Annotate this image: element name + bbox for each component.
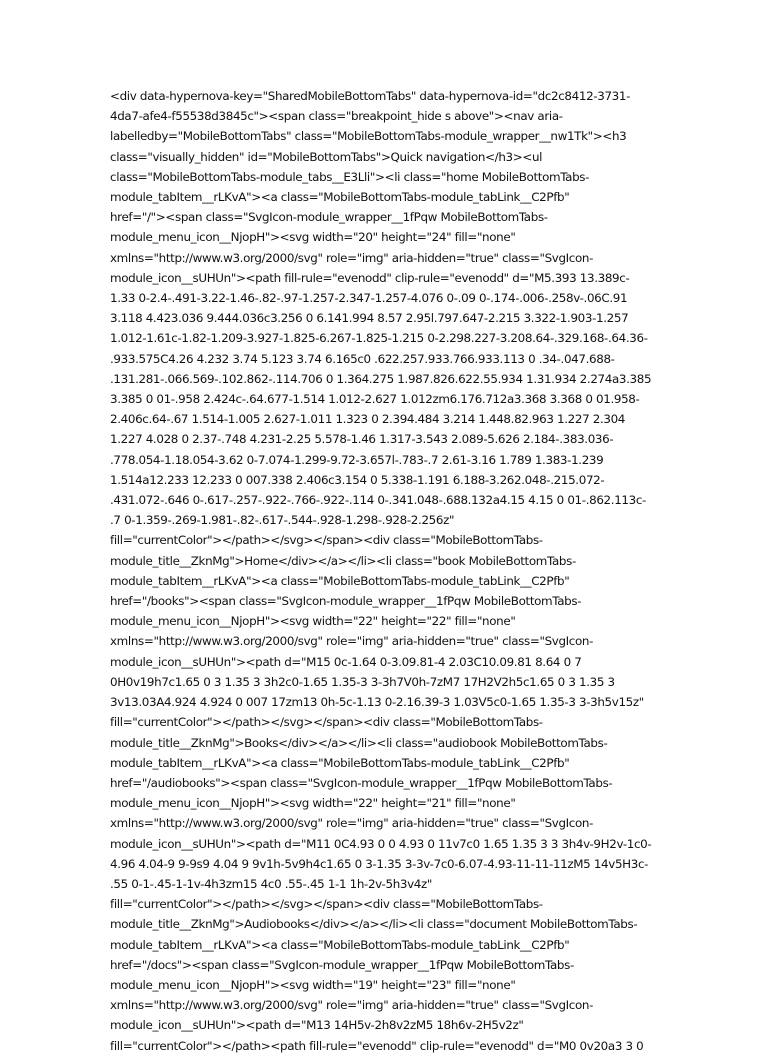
document-text-line: 3.118 4.423.036 9.444.036c3.256 0 6.141.994 8.57 2.95l.797.647-2.215 3.322-1.903-1.257 bbox=[110, 311, 629, 326]
document-text-line: xmlns="http://www.w3.org/2000/svg" role="img" aria-hidden="true" class="SvgIcon- bbox=[110, 634, 594, 649]
document-text-line: module_menu_icon__NjopH"><svg width="22" height="22" fill="none" bbox=[110, 614, 516, 629]
document-text-line: xmlns="http://www.w3.org/2000/svg" role="img" aria-hidden="true" class="SvgIcon- bbox=[110, 816, 594, 831]
document-text-line: xmlns="http://www.w3.org/2000/svg" role="img" aria-hidden="true" class="SvgIcon- bbox=[110, 998, 594, 1013]
document-text-line: 3.385 0 01-.958 2.424c-.64.677-1.514 1.012-2.627 1.012zm6.176.712a3.368 3.368 0 01.958- bbox=[110, 392, 640, 407]
document-text-line: class="MobileBottomTabs-module_tabs__E3Lli"><li class="home MobileBottomTabs- bbox=[110, 169, 590, 184]
document-text-line: module_menu_icon__NjopH"><svg width="20" height="24" fill="none" bbox=[110, 230, 516, 245]
document-text-line: href="/docs"><span class="SvgIcon-module_wrapper__1fPqw MobileBottomTabs- bbox=[110, 957, 574, 972]
document-text-line: 1.33 0-2.4-.491-3.22-1.46-.82-.97-1.257-2.347-1.257-4.076 0-.09 0-.174-.006-.258v-.06C.91 bbox=[110, 291, 628, 306]
document-text-line: .778.054-1.18.054-3.62 0-7.074-1.299-9.72-3.657l-.783-.7 2.61-3.16 1.789 1.383-1.239 bbox=[110, 452, 604, 467]
document-text-line: module_icon__sUHUn"><path d="M13 14H5v-2h8v2zM5 18h6v-2H5v2z" bbox=[110, 1018, 524, 1033]
document-text-line: 1.012-1.61c-1.82-1.209-3.927-1.825-6.267-1.825-1.215 0-2.298.227-3.208.64-.329.168-.64.36- bbox=[110, 331, 648, 346]
document-text-line: fill="currentColor"></path><path fill-rule="evenodd" clip-rule="evenodd" d="M0 0v20a3 3 0 bbox=[110, 1038, 644, 1053]
document-text-line: .55 0-1-.45-1-1v-4h3zm15 4c0 .55-.45 1-1 1h-2v-5h3v4z" bbox=[110, 876, 433, 891]
document-text-line: module_icon__sUHUn"><path d="M15 0c-1.64 0-3.09.81-4 2.03C10.09.81 8.64 0 7 bbox=[110, 654, 582, 669]
document-text-line: fill="currentColor"></path></svg></span><div class="MobileBottomTabs- bbox=[110, 897, 543, 912]
document-text-line: module_title__ZknMg">Audiobooks</div></a></li><li class="document MobileBottomTabs- bbox=[110, 917, 638, 932]
document-text-line: fill="currentColor"></path></svg></span><div class="MobileBottomTabs- bbox=[110, 533, 543, 548]
document-text-line: 4.96 4.04-9 9-9s9 4.04 9 9v1h-5v9h4c1.65 0 3-1.35 3-3v-7c0-6.07-4.93-11-11-11zM5 14v5H3c- bbox=[110, 856, 649, 871]
document-text-line: 3v13.03A4.924 4.924 0 007 17zm13 0h-5c-1.13 0-2.16.39-3 1.03V5c0-1.65 1.35-3 3-3h5v15z" bbox=[110, 695, 644, 710]
document-text-line: .431.072-.646 0-.617-.257-.922-.766-.922-.114 0-.341.048-.688.132a4.15 4.15 0 01-.862.113c- bbox=[110, 493, 646, 508]
document-text-line: <div data-hypernova-key="SharedMobileBottomTabs" data-hypernova-id="dc2c8412-3731- bbox=[110, 89, 631, 103]
document-text-line: module_tabItem__rLKvA"><a class="MobileBottomTabs-module_tabLink__C2Pfb" bbox=[110, 755, 570, 770]
document-text-line: 2.406c.64-.67 1.514-1.005 2.627-1.011 1.323 0 2.394.484 3.214 1.448.82.963 1.227 2.304 bbox=[110, 412, 626, 427]
document-text-line: href="/"><span class="SvgIcon-module_wrapper__1fPqw MobileBottomTabs- bbox=[110, 210, 548, 225]
document-text-line: href="/books"><span class="SvgIcon-module_wrapper__1fPqw MobileBottomTabs- bbox=[110, 594, 582, 609]
document-text-line: .933.575C4.26 4.232 3.74 5.123 3.74 6.165c0 .622.257.933.766.933.113 0 .34-.047.688- bbox=[110, 351, 615, 366]
document-text-line: labelledby="MobileBottomTabs" class="MobileBottomTabs-module_wrapper__nw1Tk"><h3 bbox=[110, 129, 627, 144]
document-text-line: module_tabItem__rLKvA"><a class="MobileBottomTabs-module_tabLink__C2Pfb" bbox=[110, 573, 570, 588]
document-page bbox=[110, 86, 658, 1056]
document-text-line: class="visually_hidden" id="MobileBottomTabs">Quick navigation</h3><ul bbox=[110, 149, 543, 164]
document-text-line: module_tabItem__rLKvA"><a class="MobileBottomTabs-module_tabLink__C2Pfb" bbox=[110, 190, 570, 205]
document-text-line: .7 0-1.359-.269-1.981-.82-.617-.544-.928-1.298-.928-2.256z" bbox=[110, 513, 455, 528]
document-text-line: 1.227 4.028 0 2.37-.748 4.231-2.25 5.578-1.46 1.317-3.543 2.089-5.626 2.184-.383.036- bbox=[110, 432, 614, 447]
document-text-line: module_menu_icon__NjopH"><svg width="22" height="21" fill="none" bbox=[110, 796, 516, 811]
document-text-line: module_title__ZknMg">Books</div></a></li><li class="audiobook MobileBottomTabs- bbox=[110, 735, 608, 750]
document-text-line: xmlns="http://www.w3.org/2000/svg" role="img" aria-hidden="true" class="SvgIcon- bbox=[110, 250, 594, 265]
document-text-line: module_icon__sUHUn"><path fill-rule="evenodd" clip-rule="evenodd" d="M5.393 13.389c- bbox=[110, 270, 630, 285]
document-text-line: module_menu_icon__NjopH"><svg width="19" height="23" fill="none" bbox=[110, 977, 516, 992]
document-text-line: module_tabItem__rLKvA"><a class="MobileBottomTabs-module_tabLink__C2Pfb" bbox=[110, 937, 570, 952]
document-text-line: module_icon__sUHUn"><path d="M11 0C4.93 0 0 4.93 0 11v7c0 1.65 1.35 3 3 3h4v-9H2v-1c0- bbox=[110, 836, 652, 851]
document-text-line: 4da7-afe4-f55538d3845c"><span class="breakpoint_hide s above"><nav aria- bbox=[110, 109, 563, 124]
document-text-line: .131.281-.066.569-.102.862-.114.706 0 1.364.275 1.987.826.622.55.934 1.31.934 2.274a3.385 bbox=[110, 371, 652, 386]
document-text-line: 0H0v19h7c1.65 0 3 1.35 3 3h2c0-1.65 1.35-3 3-3h7V0h-7zM7 17H2V2h5c1.65 0 3 1.35 3 bbox=[110, 674, 615, 689]
document-text-line: fill="currentColor"></path></svg></span><div class="MobileBottomTabs- bbox=[110, 715, 543, 730]
document-text-line: 1.514a12.233 12.233 0 007.338 2.406c3.154 0 5.338-1.191 6.188-3.262.048-.215.072- bbox=[110, 472, 605, 487]
document-text-line: href="/audiobooks"><span class="SvgIcon-module_wrapper__1fPqw MobileBottomTabs- bbox=[110, 775, 613, 790]
document-text-line: module_title__ZknMg">Home</div></a></li><li class="book MobileBottomTabs- bbox=[110, 553, 576, 568]
